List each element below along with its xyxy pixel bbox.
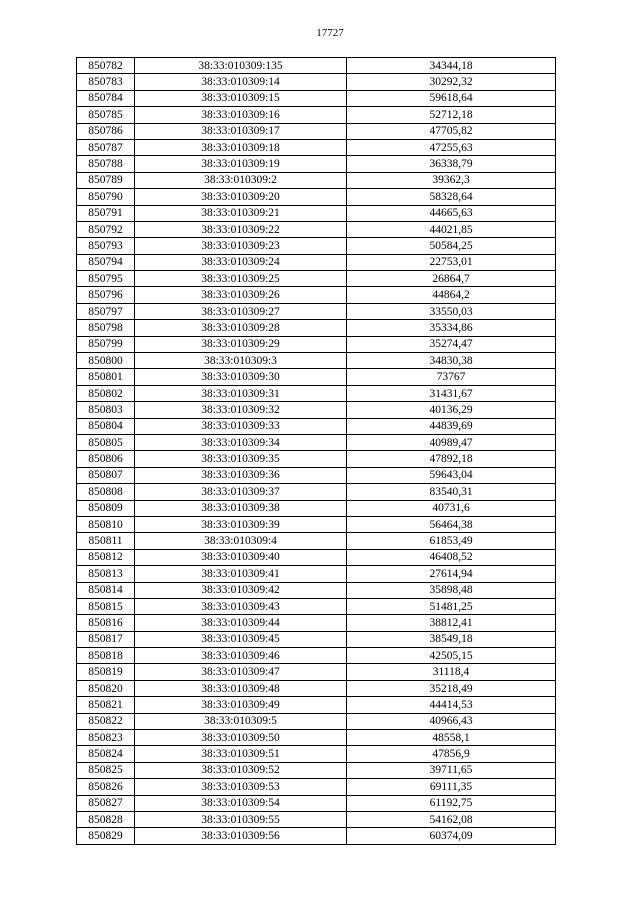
value-cell: 40731,6 <box>347 500 556 516</box>
cadastral-number-cell: 38:33:010309:23 <box>135 238 347 254</box>
row-number-cell: 850824 <box>77 746 135 762</box>
row-number-cell: 850785 <box>77 107 135 123</box>
table-body <box>77 58 556 845</box>
cadastral-number-cell: 38:33:010309:35 <box>135 451 347 467</box>
value-cell: 40989,47 <box>347 434 556 450</box>
value-cell: 48558,1 <box>347 730 556 746</box>
value-cell: 35898,48 <box>347 582 556 598</box>
table-row <box>77 730 556 746</box>
row-number-cell: 850803 <box>77 402 135 418</box>
table-row <box>77 762 556 778</box>
row-number-cell: 850784 <box>77 90 135 106</box>
table-row <box>77 500 556 516</box>
row-number-cell: 850792 <box>77 221 135 237</box>
value-cell: 59643,04 <box>347 467 556 483</box>
table-row <box>77 402 556 418</box>
row-number-cell: 850828 <box>77 811 135 827</box>
table-row <box>77 697 556 713</box>
cadastral-number-cell: 38:33:010309:22 <box>135 221 347 237</box>
table-row <box>77 418 556 434</box>
cadastral-number-cell: 38:33:010309:19 <box>135 156 347 172</box>
table-row <box>77 566 556 582</box>
row-number-cell: 850817 <box>77 631 135 647</box>
row-number-cell: 850811 <box>77 533 135 549</box>
cadastral-number-cell: 38:33:010309:54 <box>135 795 347 811</box>
row-number-cell: 850816 <box>77 615 135 631</box>
row-number-cell: 850813 <box>77 566 135 582</box>
row-number-cell: 850808 <box>77 484 135 500</box>
value-cell: 60374,09 <box>347 828 556 844</box>
value-cell: 35274,47 <box>347 336 556 352</box>
cadastral-number-cell: 38:33:010309:34 <box>135 434 347 450</box>
cadastral-number-cell: 38:33:010309:4 <box>135 533 347 549</box>
table-row <box>77 90 556 106</box>
cadastral-number-cell: 38:33:010309:24 <box>135 254 347 270</box>
value-cell: 44864,2 <box>347 287 556 303</box>
cadastral-number-cell: 38:33:010309:27 <box>135 303 347 319</box>
cadastral-number-cell: 38:33:010309:56 <box>135 828 347 844</box>
row-number-cell: 850819 <box>77 664 135 680</box>
table-row <box>77 811 556 827</box>
row-number-cell: 850820 <box>77 680 135 696</box>
row-number-cell: 850812 <box>77 549 135 565</box>
cadastral-number-cell: 38:33:010309:42 <box>135 582 347 598</box>
table-row <box>77 828 556 844</box>
row-number-cell: 850801 <box>77 369 135 385</box>
row-number-cell: 850794 <box>77 254 135 270</box>
row-number-cell: 850823 <box>77 730 135 746</box>
value-cell: 33550,03 <box>347 303 556 319</box>
row-number-cell: 850814 <box>77 582 135 598</box>
value-cell: 36338,79 <box>347 156 556 172</box>
value-cell: 35334,86 <box>347 320 556 336</box>
value-cell: 40966,43 <box>347 713 556 729</box>
table-row <box>77 615 556 631</box>
row-number-cell: 850800 <box>77 353 135 369</box>
row-number-cell: 850797 <box>77 303 135 319</box>
table-row <box>77 303 556 319</box>
cadastral-number-cell: 38:33:010309:31 <box>135 385 347 401</box>
value-cell: 50584,25 <box>347 238 556 254</box>
row-number-cell: 850789 <box>77 172 135 188</box>
value-cell: 44021,85 <box>347 221 556 237</box>
cadastral-number-cell: 38:33:010309:15 <box>135 90 347 106</box>
row-number-cell: 850829 <box>77 828 135 844</box>
table-row <box>77 451 556 467</box>
value-cell: 31431,67 <box>347 385 556 401</box>
cadastral-value-table <box>76 57 556 845</box>
table-row <box>77 123 556 139</box>
table-row <box>77 516 556 532</box>
table-row <box>77 189 556 205</box>
cadastral-number-cell: 38:33:010309:29 <box>135 336 347 352</box>
value-cell: 22753,01 <box>347 254 556 270</box>
table-row <box>77 205 556 221</box>
value-cell: 30292,32 <box>347 74 556 90</box>
row-number-cell: 850782 <box>77 58 135 74</box>
table-row <box>77 221 556 237</box>
row-number-cell: 850810 <box>77 516 135 532</box>
value-cell: 52712,18 <box>347 107 556 123</box>
table-row <box>77 369 556 385</box>
value-cell: 38549,18 <box>347 631 556 647</box>
row-number-cell: 850790 <box>77 189 135 205</box>
row-number-cell: 850796 <box>77 287 135 303</box>
value-cell: 59618,64 <box>347 90 556 106</box>
cadastral-number-cell: 38:33:010309:47 <box>135 664 347 680</box>
row-number-cell: 850818 <box>77 648 135 664</box>
value-cell: 47705,82 <box>347 123 556 139</box>
table-row <box>77 713 556 729</box>
row-number-cell: 850783 <box>77 74 135 90</box>
table-row <box>77 107 556 123</box>
table-row <box>77 467 556 483</box>
cadastral-number-cell: 38:33:010309:48 <box>135 680 347 696</box>
cadastral-number-cell: 38:33:010309:25 <box>135 271 347 287</box>
table-row <box>77 271 556 287</box>
row-number-cell: 850826 <box>77 779 135 795</box>
table-row <box>77 648 556 664</box>
cadastral-number-cell: 38:33:010309:3 <box>135 353 347 369</box>
table-row <box>77 631 556 647</box>
cadastral-number-cell: 38:33:010309:49 <box>135 697 347 713</box>
page-number: 17727 <box>316 27 344 39</box>
cadastral-number-cell: 38:33:010309:2 <box>135 172 347 188</box>
cadastral-number-cell: 38:33:010309:52 <box>135 762 347 778</box>
value-cell: 58328,64 <box>347 189 556 205</box>
row-number-cell: 850798 <box>77 320 135 336</box>
cadastral-number-cell: 38:33:010309:20 <box>135 189 347 205</box>
value-cell: 40136,29 <box>347 402 556 418</box>
table-row <box>77 533 556 549</box>
value-cell: 51481,25 <box>347 598 556 614</box>
cadastral-number-cell: 38:33:010309:26 <box>135 287 347 303</box>
cadastral-number-cell: 38:33:010309:32 <box>135 402 347 418</box>
row-number-cell: 850791 <box>77 205 135 221</box>
row-number-cell: 850807 <box>77 467 135 483</box>
cadastral-number-cell: 38:33:010309:51 <box>135 746 347 762</box>
row-number-cell: 850805 <box>77 434 135 450</box>
cadastral-number-cell: 38:33:010309:33 <box>135 418 347 434</box>
cadastral-number-cell: 38:33:010309:50 <box>135 730 347 746</box>
row-number-cell: 850787 <box>77 139 135 155</box>
row-number-cell: 850786 <box>77 123 135 139</box>
table-row <box>77 287 556 303</box>
row-number-cell: 850804 <box>77 418 135 434</box>
table-row <box>77 336 556 352</box>
cadastral-number-cell: 38:33:010309:36 <box>135 467 347 483</box>
table-row <box>77 320 556 336</box>
row-number-cell: 850799 <box>77 336 135 352</box>
value-cell: 56464,38 <box>347 516 556 532</box>
cadastral-number-cell: 38:33:010309:41 <box>135 566 347 582</box>
cadastral-number-cell: 38:33:010309:53 <box>135 779 347 795</box>
cadastral-number-cell: 38:33:010309:55 <box>135 811 347 827</box>
cadastral-number-cell: 38:33:010309:46 <box>135 648 347 664</box>
cadastral-number-cell: 38:33:010309:21 <box>135 205 347 221</box>
cadastral-number-cell: 38:33:010309:37 <box>135 484 347 500</box>
cadastral-number-cell: 38:33:010309:40 <box>135 549 347 565</box>
table-row <box>77 172 556 188</box>
row-number-cell: 850806 <box>77 451 135 467</box>
cadastral-number-cell: 38:33:010309:14 <box>135 74 347 90</box>
cadastral-number-cell: 38:33:010309:45 <box>135 631 347 647</box>
cadastral-number-cell: 38:33:010309:5 <box>135 713 347 729</box>
table-row <box>77 385 556 401</box>
cadastral-number-cell: 38:33:010309:38 <box>135 500 347 516</box>
value-cell: 26864,7 <box>347 271 556 287</box>
row-number-cell: 850821 <box>77 697 135 713</box>
row-number-cell: 850825 <box>77 762 135 778</box>
cadastral-number-cell: 38:33:010309:43 <box>135 598 347 614</box>
table-row <box>77 680 556 696</box>
row-number-cell: 850795 <box>77 271 135 287</box>
table-row <box>77 58 556 74</box>
table-row <box>77 484 556 500</box>
cadastral-number-cell: 38:33:010309:30 <box>135 369 347 385</box>
table-row <box>77 238 556 254</box>
table-row <box>77 353 556 369</box>
value-cell: 46408,52 <box>347 549 556 565</box>
table-row <box>77 139 556 155</box>
table-row <box>77 779 556 795</box>
value-cell: 31118,4 <box>347 664 556 680</box>
value-cell: 42505,15 <box>347 648 556 664</box>
value-cell: 38812,41 <box>347 615 556 631</box>
value-cell: 39362,3 <box>347 172 556 188</box>
value-cell: 73767 <box>347 369 556 385</box>
table-row <box>77 746 556 762</box>
value-cell: 61192,75 <box>347 795 556 811</box>
value-cell: 54162,08 <box>347 811 556 827</box>
table-row <box>77 74 556 90</box>
value-cell: 39711,65 <box>347 762 556 778</box>
value-cell: 44839,69 <box>347 418 556 434</box>
cadastral-number-cell: 38:33:010309:17 <box>135 123 347 139</box>
cadastral-number-cell: 38:33:010309:28 <box>135 320 347 336</box>
row-number-cell: 850793 <box>77 238 135 254</box>
cadastral-number-cell: 38:33:010309:16 <box>135 107 347 123</box>
value-cell: 47892,18 <box>347 451 556 467</box>
value-cell: 34344,18 <box>347 58 556 74</box>
row-number-cell: 850802 <box>77 385 135 401</box>
value-cell: 61853,49 <box>347 533 556 549</box>
value-cell: 27614,94 <box>347 566 556 582</box>
table-row <box>77 598 556 614</box>
table-row <box>77 156 556 172</box>
value-cell: 44665,63 <box>347 205 556 221</box>
value-cell: 69111,35 <box>347 779 556 795</box>
value-cell: 83540,31 <box>347 484 556 500</box>
cadastral-number-cell: 38:33:010309:135 <box>135 58 347 74</box>
value-cell: 35218,49 <box>347 680 556 696</box>
row-number-cell: 850815 <box>77 598 135 614</box>
value-cell: 44414,53 <box>347 697 556 713</box>
cadastral-number-cell: 38:33:010309:44 <box>135 615 347 631</box>
row-number-cell: 850809 <box>77 500 135 516</box>
row-number-cell: 850822 <box>77 713 135 729</box>
table-row <box>77 254 556 270</box>
table-row <box>77 549 556 565</box>
table-row <box>77 664 556 680</box>
cadastral-number-cell: 38:33:010309:39 <box>135 516 347 532</box>
row-number-cell: 850788 <box>77 156 135 172</box>
table-row <box>77 582 556 598</box>
row-number-cell: 850827 <box>77 795 135 811</box>
cadastral-number-cell: 38:33:010309:18 <box>135 139 347 155</box>
value-cell: 47255,63 <box>347 139 556 155</box>
table-row <box>77 795 556 811</box>
value-cell: 47856,9 <box>347 746 556 762</box>
table-row <box>77 434 556 450</box>
value-cell: 34830,38 <box>347 353 556 369</box>
